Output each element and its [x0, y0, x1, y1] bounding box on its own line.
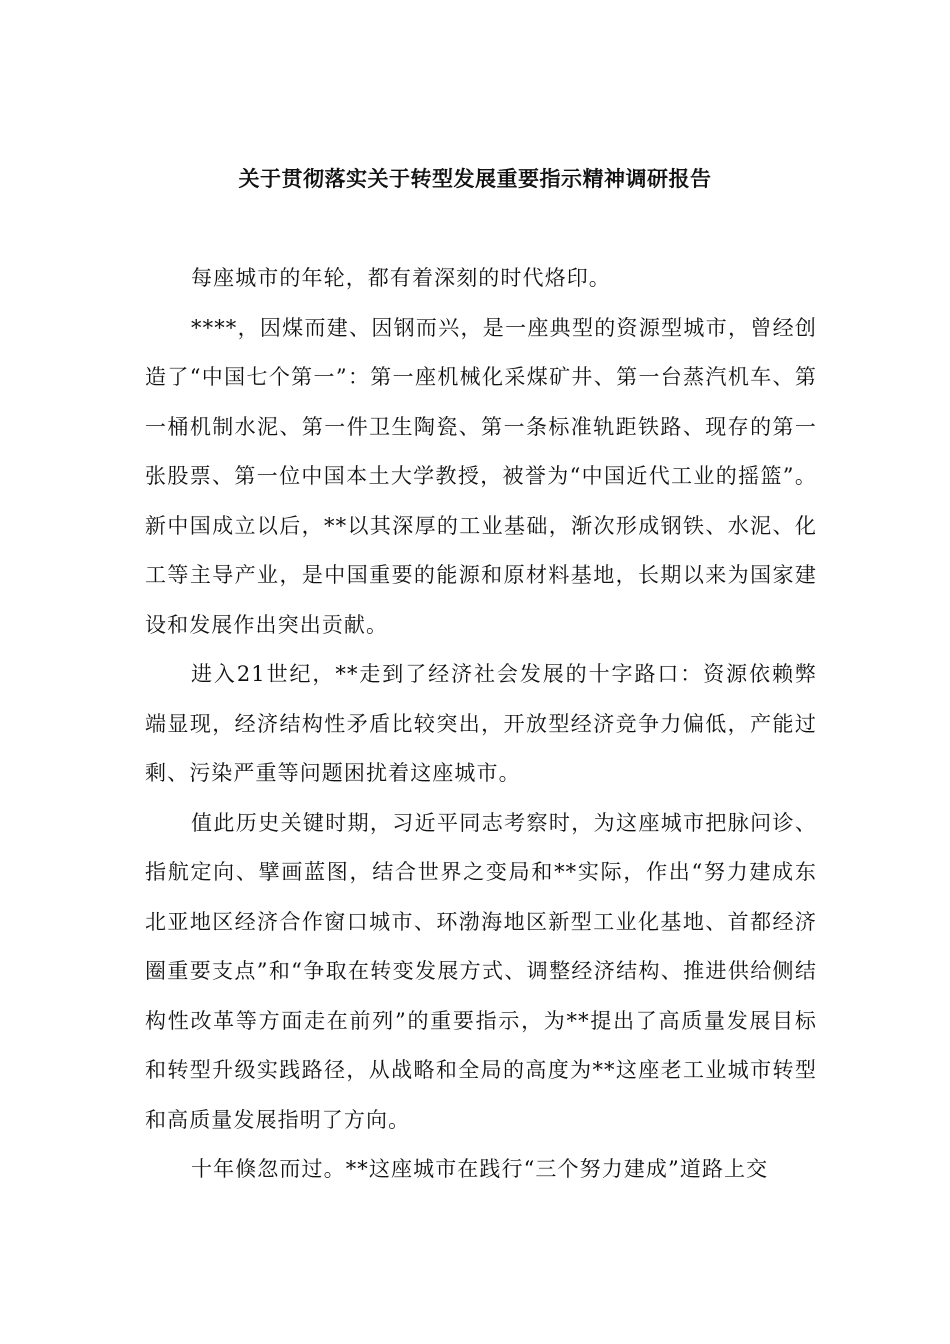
paragraph-ten-years: 十年倏忽而过。**这座城市在践行“三个努力建成”道路上交	[191, 1157, 769, 1181]
paragraph-instructions: 值此历史关键时期，习近平同志考察时，为这座城市把脉问诊、指航定向、擘画蓝图，结合世界之变局和**实际，作出“努力建成东北亚地区经济合作窗口城市、环渤海地区新型工业化基地、首都经济圈重要支点”和“争取在转变发展方式、调整经济结构、推进供给侧结构性改革等方面走在前列”的重要指示，为**提出了高质量发展目标和转型升级实践路径，从战略和全局的高度为**这座老工业城市转型和高质量发展指明了方向。	[145, 810, 817, 1132]
paragraph-intro: 每座城市的年轮，都有着深刻的时代烙印。	[191, 266, 611, 290]
paragraph-21st-century: 进入21世纪，**走到了经济社会发展的十字路口：资源依赖弊端显现，经济结构性矛盾比较突出，开放型经济竞争力偏低，产能过剩、污染严重等问题困扰着这座城市。	[145, 662, 817, 785]
paragraph-history: ****，因煤而建、因钢而兴，是一座典型的资源型城市，曾经创造了“中国七个第一”：第一座机械化采煤矿井、第一台蒸汽机车、第一桶机制水泥、第一件卫生陶瓷、第一条标准轨距铁路、现存的第一张股票、第一位中国本土大学教授，被誉为“中国近代工业的摇篮”。新中国成立以后，**以其深厚的工业基础，渐次形成钢铁、水泥、化工等主导产业，是中国重要的能源和原材料基地，长期以来为国家建设和发展作出突出贡献。	[145, 315, 817, 637]
document-title: 关于贯彻落实关于转型发展重要指示精神调研报告	[238, 167, 712, 191]
document-body	[145, 254, 817, 1194]
